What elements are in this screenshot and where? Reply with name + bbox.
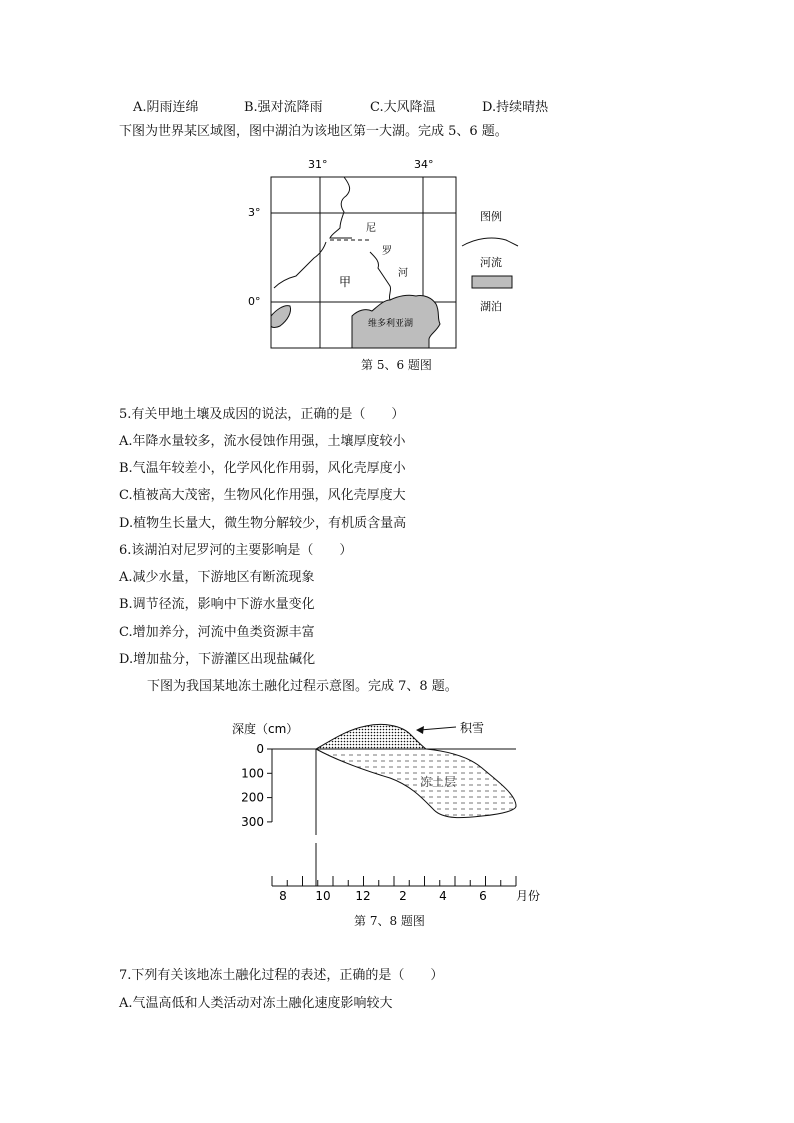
q4-option-a: A.阴雨连绵 (133, 100, 199, 115)
q5-option-c: C.植被高大茂密，生物风化作用强，风化壳厚度大 (119, 488, 406, 503)
lat-0-label: 0° (248, 295, 261, 308)
q6-option-d: D.增加盐分，下游灌区出现盐碱化 (119, 652, 316, 667)
map-caption: 第 5、6 题图 (361, 358, 432, 372)
y-ticks (241, 742, 272, 829)
q5-option-b: B.气温年较差小，化学风化作用弱，风化壳厚度小 (119, 461, 406, 476)
snow-arrow (420, 727, 456, 730)
tributary-river (274, 242, 326, 288)
q6-option-b: B.调节径流，影响中下游水量变化 (119, 597, 315, 612)
lon-34-label: 34° (414, 158, 434, 171)
region-jia-label: 甲 (339, 275, 352, 289)
lat-3-label: 3° (248, 206, 261, 219)
small-lake-shape (271, 306, 291, 328)
snow-arrow-head (416, 726, 424, 734)
snow-label: 积雪 (460, 721, 485, 735)
legend-lake-symbol (472, 276, 512, 288)
x-tick-label: 6 (479, 889, 487, 903)
frozen-layer-label: 冻土层 (420, 775, 457, 789)
x-tick-label: 12 (355, 889, 371, 903)
river-char-2: 罗 (382, 246, 392, 257)
river-char-3: 河 (398, 268, 408, 279)
intro-questions-5-6: 下图为世界某区域图，图中湖泊为该地区第一大湖。完成 5、6 题。 (119, 124, 508, 139)
chart-ylabel: 深度（cm） (232, 722, 299, 736)
q7-stem: 7.下列有关该地冻土融化过程的表述，正确的是（ ） (119, 968, 444, 983)
legend-river-symbol (462, 238, 518, 246)
y-tick-label: 300 (241, 814, 264, 829)
x-tick-label: 10 (315, 889, 331, 903)
legend-lake-label: 湖泊 (480, 300, 502, 313)
region-map (240, 150, 530, 375)
snow-cover-area (316, 724, 426, 749)
y-tick-label: 200 (241, 790, 264, 805)
river-char-1: 尼 (366, 223, 376, 234)
q4-option-b: B.强对流降雨 (244, 100, 323, 115)
west-river (300, 254, 320, 276)
legend-title: 图例 (480, 210, 502, 223)
x-tick-label: 4 (439, 889, 447, 903)
x-tick-label: 2 (399, 889, 407, 903)
permafrost-chart (220, 710, 560, 910)
chart-caption: 第 7、8 题图 (354, 914, 425, 928)
q6-option-a: A.减少水量，下游地区有断流现象 (119, 570, 315, 585)
q6-option-c: C.增加养分，河流中鱼类资源丰富 (119, 625, 315, 640)
q4-option-c: C.大风降温 (370, 100, 436, 115)
y-tick-label: 0 (256, 742, 264, 756)
q7-option-a: A.气温高低和人类活动对冻土融化速度影响较大 (119, 996, 393, 1011)
chart-xlabel: 月份 (516, 889, 541, 903)
q5-option-d: D.植物生长量大，微生物分解较少，有机质含量高 (119, 516, 407, 531)
q5-option-a: A.年降水量较多，流水侵蚀作用强，土壤厚度较小 (119, 434, 406, 449)
x-ticks (272, 876, 516, 903)
lon-31-label: 31° (308, 158, 328, 171)
x-tick-label: 8 (279, 889, 287, 903)
intro-questions-7-8: 下图为我国某地冻土融化过程示意图。完成 7、8 题。 (147, 679, 458, 694)
legend-river-label: 河流 (480, 256, 502, 269)
y-tick-label: 100 (241, 766, 264, 781)
lake-victoria-label: 维多利亚湖 (368, 319, 414, 329)
q4-option-d: D.持续晴热 (482, 100, 549, 115)
q6-stem: 6.该湖泊对尼罗河的主要影响是（ ） (119, 543, 353, 558)
q5-stem: 5.有关甲地土壤及成因的说法，正确的是（ ） (119, 407, 405, 422)
frozen-soil-area (316, 749, 516, 818)
